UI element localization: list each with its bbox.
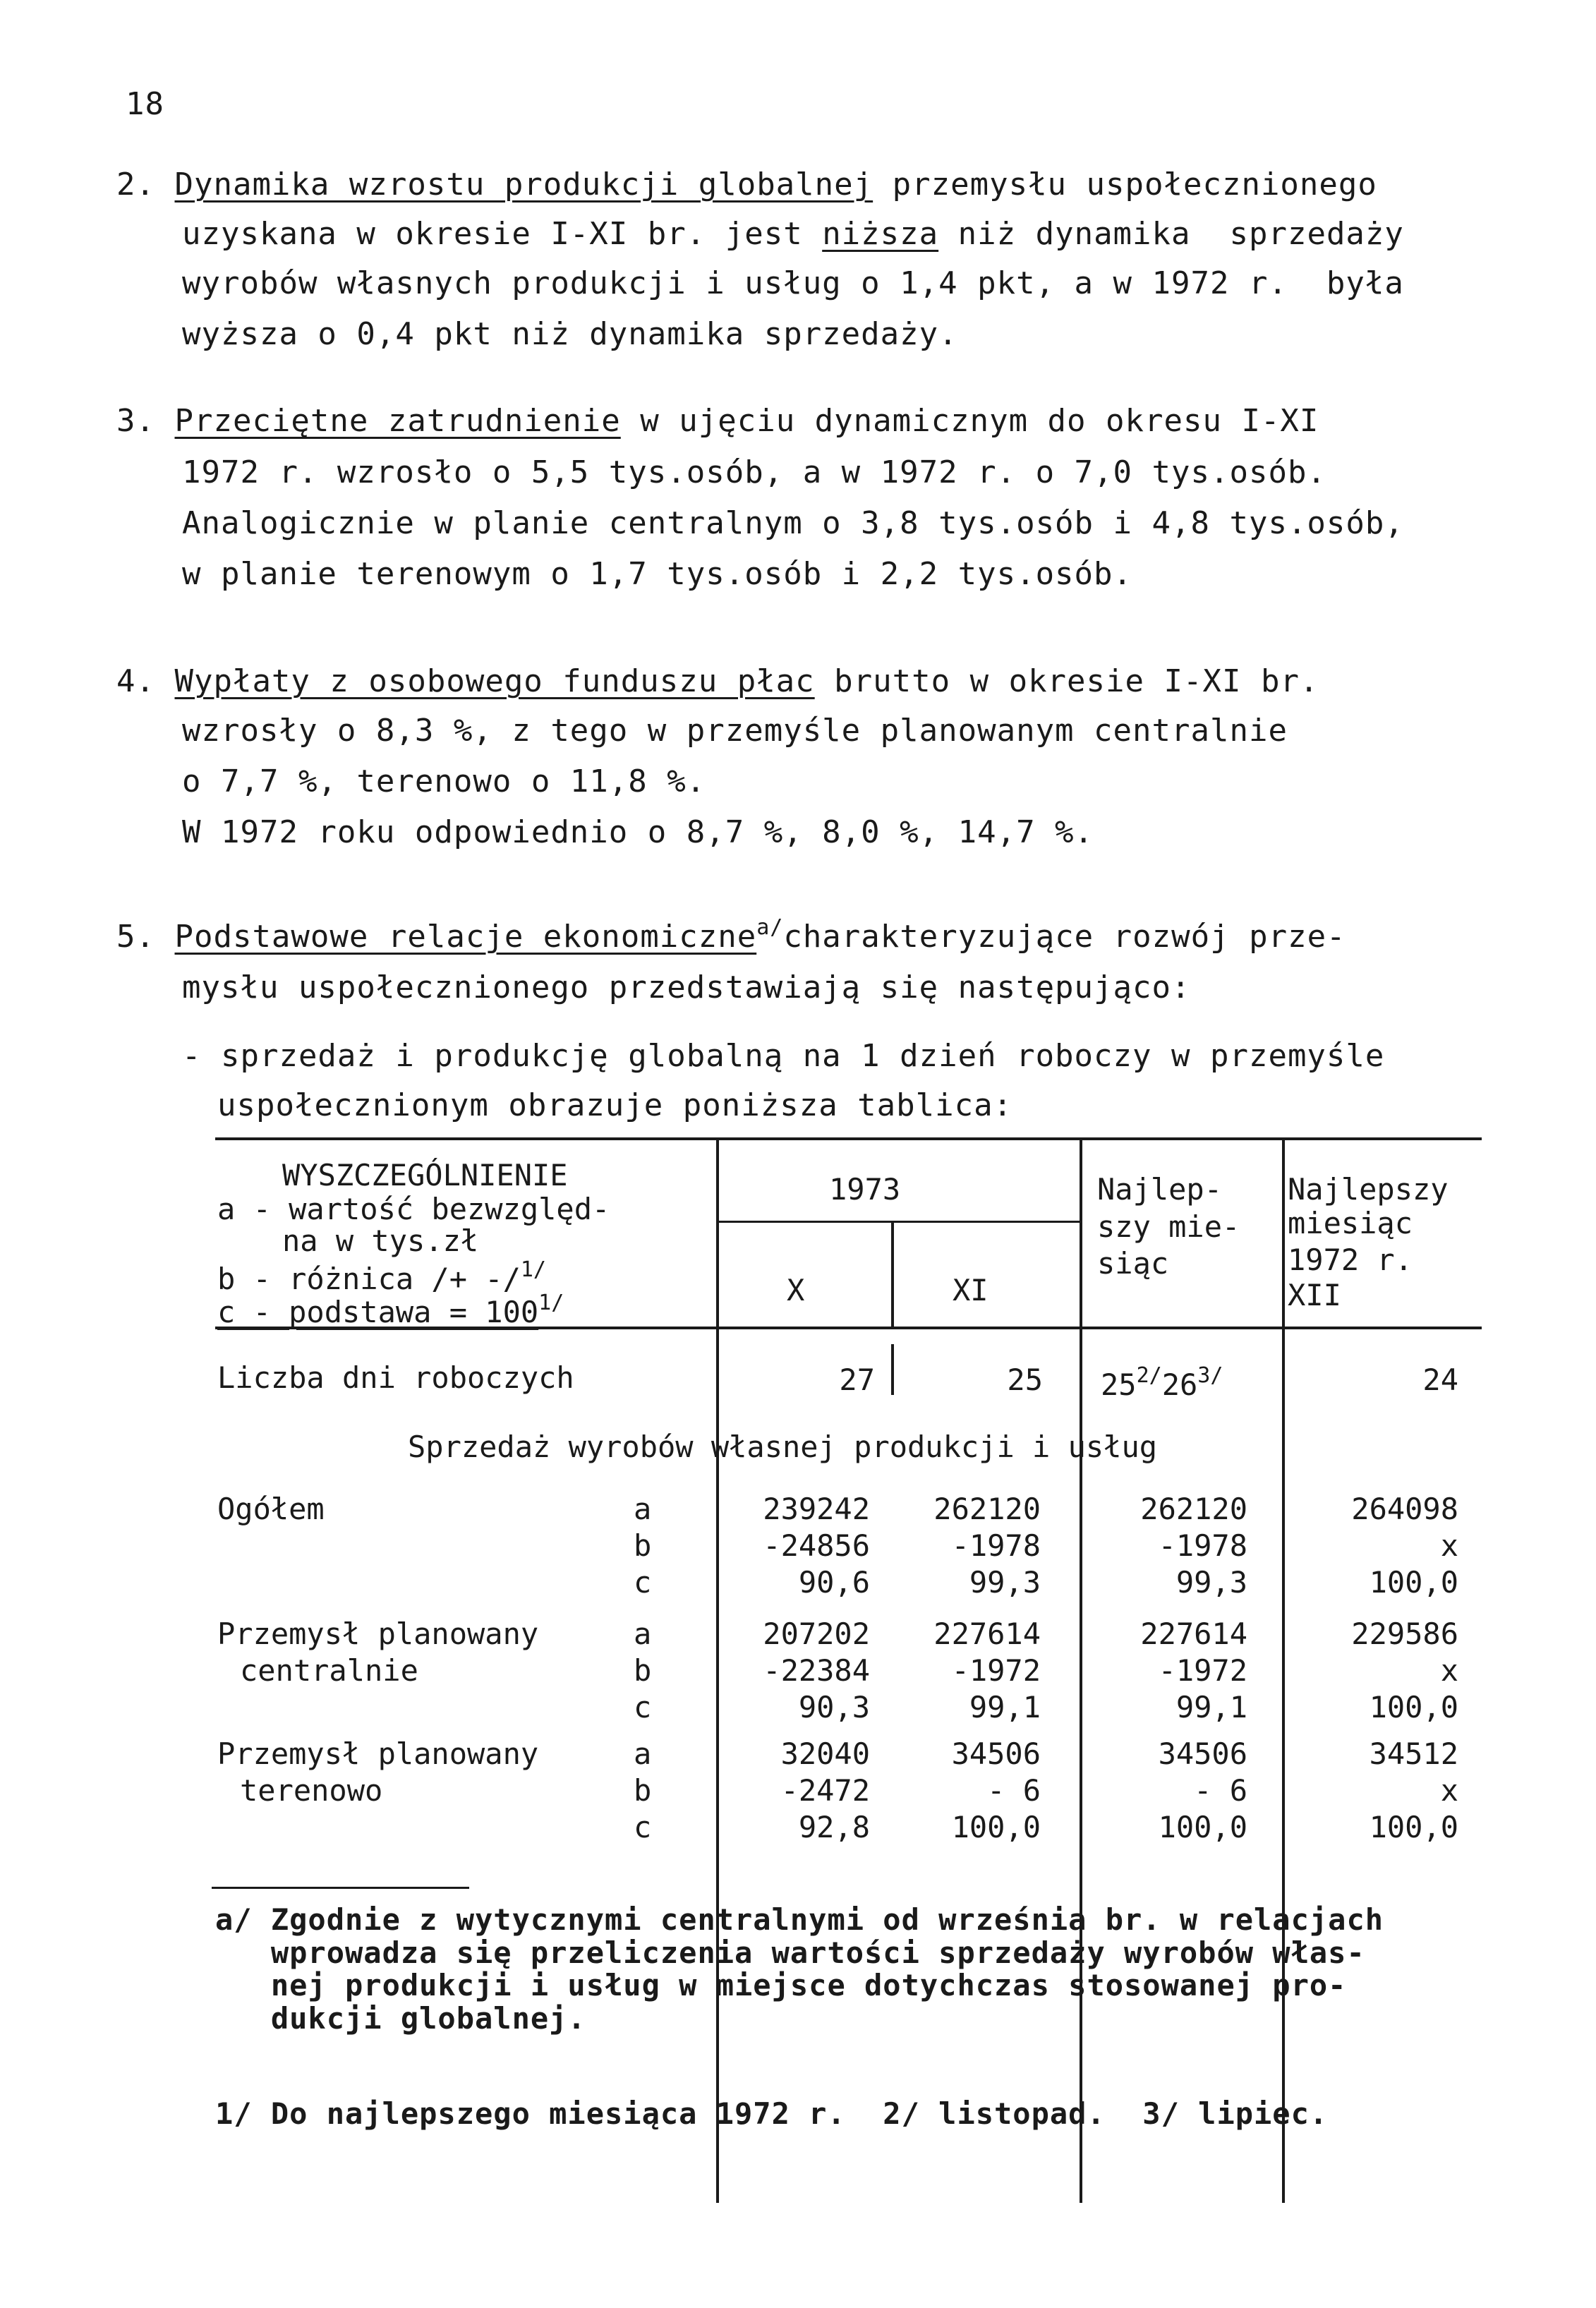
table-header-best-1972-4: XII [1288,1278,1341,1312]
group-label: Ogółem [217,1492,325,1526]
row-key: a [634,1736,652,1771]
table-header-year: 1973 [829,1172,901,1207]
table-section-title: Sprzedaż wyrobów własnej produkcji i usług [408,1430,1158,1464]
cell-best-1972: 34512 [1369,1736,1458,1771]
table-header-best-1972-2: miesiąc [1288,1206,1413,1240]
cell-best-month: - 6 [1194,1773,1247,1808]
para2-number: 2. [116,167,155,203]
group-label-cont: centralnie [240,1653,418,1688]
workdays-best-month [1101,1365,1223,1400]
para3-line4: w planie terenowym o 1,7 tys.osób i 2,2 tys.osób. [182,556,1133,592]
cell-month-xi: 99,3 [969,1565,1041,1600]
cell-best-1972: 100,0 [1369,1810,1458,1844]
row-key: b [634,1528,652,1563]
cell-month-xi: 99,1 [969,1690,1041,1724]
cell-best-month: 34506 [1158,1736,1247,1771]
cell-month-x: -22384 [763,1653,870,1688]
cell-month-xi: -1978 [951,1528,1041,1563]
footnote-a-line1: a/ Zgodnie z wytycznymi centralnymi od września br. w relacjach [215,1902,1384,1937]
footnote-rule [212,1887,469,1889]
cell-best-1972: x [1440,1528,1458,1563]
para5-footnote-ref: a/ [756,915,784,940]
para2-line4: wyższa o 0,4 pkt niż dynamika sprzedaży. [182,316,958,352]
table-header-legend-c [217,1293,564,1327]
page-number: 18 [126,86,164,122]
row-key: c [634,1810,652,1844]
table-header-best-month-1: Najlep- [1097,1172,1223,1207]
cell-month-x: 92,8 [798,1810,870,1844]
cell-month-x: 32040 [780,1736,870,1771]
group-label-cont: terenowo [240,1773,383,1808]
table-top-rule [215,1137,1482,1140]
para5-number: 5. [116,919,155,955]
cell-best-month: 262120 [1140,1492,1247,1526]
para5-line1-tail: charakteryzujące rozwój prze- [783,919,1346,955]
para4-line4: W 1972 roku odpowiednio o 8,7 %, 8,0 %, 14,7 %. [182,814,1094,850]
cell-best-1972: 264098 [1351,1492,1458,1526]
row-key: b [634,1653,652,1688]
workdays-best-a: 25 [1101,1367,1137,1402]
para4-number: 4. [116,663,155,699]
workdays-xi: 25 [1007,1363,1043,1397]
para2-line2-a: uzyskana w okresie I-XI br. jest [182,216,823,252]
row-key: c [634,1690,652,1724]
para3-line3: Analogicznie w planie centralnym o 3,8 tys.osób i 4,8 tys.osób, [182,505,1404,541]
cell-month-xi: 262120 [933,1492,1041,1526]
row-key: c [634,1565,652,1600]
cell-best-month: 100,0 [1158,1810,1247,1844]
cell-best-month: -1978 [1158,1528,1247,1563]
para2-line1 [116,167,1377,203]
para2-line3: wyrobów własnych produkcji i usług o 1,4 pkt, a w 1972 r. była [182,265,1404,301]
para2-heading: Dynamika wzrostu produkcji globalnej [174,167,873,203]
para5-bullet-line2: uspołecznionym obrazuje poniższa tablica: [217,1087,1013,1123]
para2-emphasis: niższa [822,216,939,252]
para5-line1 [116,917,1346,953]
para4-heading: Wypłaty z osobowego funduszu płac [174,663,815,699]
legend-c-text: c - podstawa = 100 [217,1295,539,1329]
cell-best-1972: 100,0 [1369,1565,1458,1600]
cell-best-month: 99,3 [1175,1565,1247,1600]
workdays-best-b: 26 [1161,1367,1198,1402]
table-header-best-month-2: szy mie- [1097,1209,1240,1244]
table-header-legend-a-cont: na w tys.zł [282,1224,479,1258]
group-label: Przemysł planowany [217,1736,539,1771]
para4-line2: wzrosły o 8,3 %, z tego w przemyśle planowanym centralnie [182,713,1288,749]
workdays-best-sup1: 2/ [1136,1363,1162,1388]
cell-month-x: -2472 [780,1773,870,1808]
para3-heading: Przeciętne zatrudnienie [174,403,621,439]
legend-b-sup: 1/ [520,1257,546,1282]
group-label: Przemysł planowany [217,1617,539,1651]
para3-line2: 1972 r. wzrosło o 5,5 tys.osób, a w 1972 r. o 7,0 tys.osób. [182,454,1326,490]
para4-line3: o 7,7 %, terenowo o 11,8 %. [182,763,706,799]
para3-number: 3. [116,403,155,439]
para5-heading: Podstawowe relacje ekonomiczne [174,919,757,955]
legend-c-sup: 1/ [538,1291,564,1315]
para2-line1-tail: przemysłu uspołecznionego [873,167,1377,203]
cell-month-x: 90,6 [798,1565,870,1600]
cell-month-xi: 227614 [933,1617,1041,1651]
table-header-month-x: X [787,1273,805,1307]
table-header-month-xi: XI [953,1273,989,1307]
row-key: a [634,1492,652,1526]
cell-best-1972: x [1440,1773,1458,1808]
table-col-divider-2a [891,1222,894,1328]
para3-line1 [116,403,1319,439]
para5-line2: mysłu uspołecznionego przedstawiają się następująco: [182,969,1191,1005]
legend-b-text: b - różnica /+ -/ [217,1262,521,1296]
para2-line2 [182,216,1404,252]
cell-best-1972: 229586 [1351,1617,1458,1651]
table-year-rule [716,1221,1080,1223]
footnote-numbered: 1/ Do najlepszego miesiąca 1972 r. 2/ listopad. 3/ lipiec. [215,2096,1329,2131]
table-header-legend-b [217,1259,546,1294]
footnote-a-line4: dukcji globalnej. [215,2001,586,2036]
workdays-label: Liczba dni roboczych [217,1360,574,1395]
table-header-title: WYSZCZEGÓLNIENIE [282,1158,568,1192]
cell-best-1972: 100,0 [1369,1690,1458,1724]
cell-month-xi: 34506 [951,1736,1041,1771]
para4-line1-tail: brutto w okresie I-XI br. [814,663,1319,699]
workdays-x: 27 [839,1363,875,1397]
table-header-best-month-3: siąc [1097,1246,1169,1281]
cell-month-xi: 100,0 [951,1810,1041,1844]
workdays-best-sup2: 3/ [1197,1363,1223,1388]
cell-month-x: 239242 [763,1492,870,1526]
para3-line1-tail: w ujęciu dynamicznym do okresu I-XI [620,403,1319,439]
footnote-a-line3: nej produkcji i usług w miejsce dotychczas stosowanej pro- [215,1968,1347,2002]
cell-month-xi: - 6 [987,1773,1041,1808]
cell-month-x: 90,3 [798,1690,870,1724]
cell-month-x: 207202 [763,1617,870,1651]
cell-best-1972: x [1440,1653,1458,1688]
cell-month-x: -24856 [763,1528,870,1563]
table-header-best-1972-3: 1972 r. [1288,1243,1413,1277]
para4-line1 [116,663,1319,699]
row-key: a [634,1617,652,1651]
row-key: b [634,1773,652,1808]
cell-best-month: -1972 [1158,1653,1247,1688]
para2-line2-b: niż dynamika sprzedaży [938,216,1404,252]
table-header-legend-a: a - wartość bezwzględ- [217,1192,610,1226]
cell-month-xi: -1972 [951,1653,1041,1688]
footnote-a-line2: wprowadza się przeliczenia wartości sprzedaży wyrobów włas- [215,1935,1365,1970]
cell-best-month: 227614 [1140,1617,1247,1651]
workdays-best-1972: 24 [1422,1363,1458,1397]
para5-bullet-line1: - sprzedaż i produkcję globalną na 1 dzień roboczy w przemyśle [182,1038,1385,1074]
table-header-best-1972-1: Najlepszy [1288,1172,1449,1207]
cell-best-month: 99,1 [1175,1690,1247,1724]
